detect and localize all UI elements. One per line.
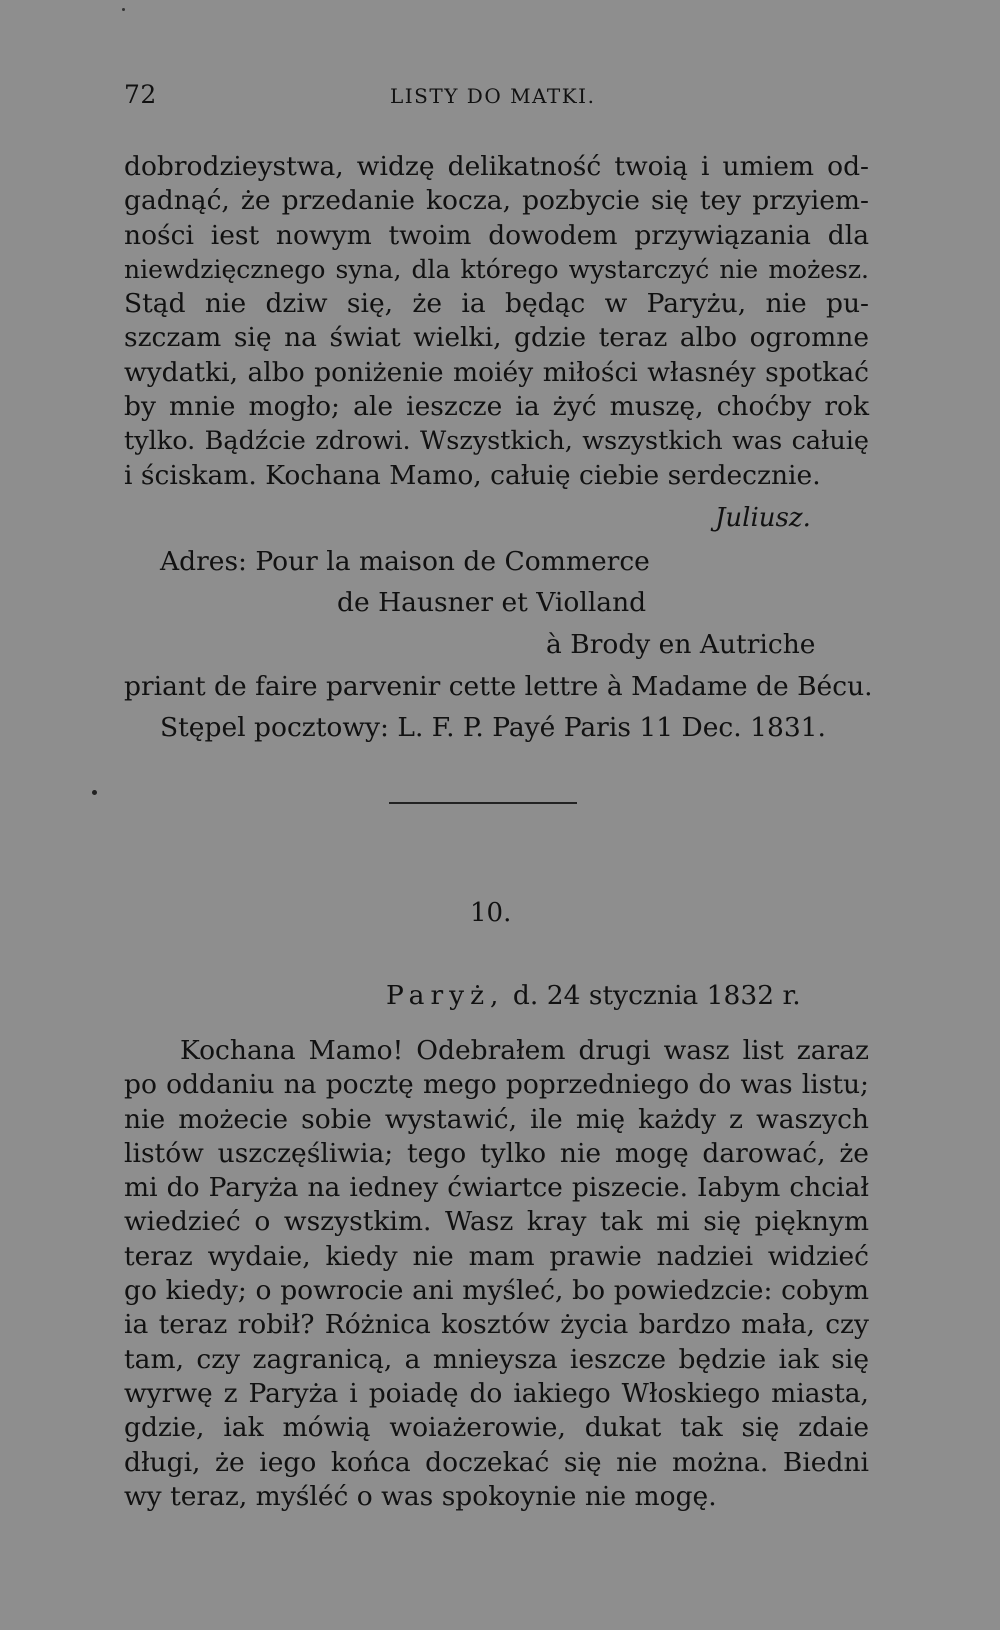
text-line: ia teraz robił? Różnica kosztów życia bardzo mała, czy — [124, 1309, 869, 1341]
address-line: Adres: Pour la maison de Commerce — [160, 546, 650, 577]
text-line: nie możecie sobie wystawić, ile mię każdy z waszych — [124, 1103, 869, 1135]
text-line: i ściskam. Kochana Mamo, całuię ciebie serdecznie. — [124, 459, 821, 491]
dateline — [386, 980, 801, 1011]
page-number: 72 — [124, 80, 157, 109]
letter-10-body — [124, 1034, 869, 1514]
text-line: Kochana Mamo! Odebrałem drugi wasz list zaraz — [180, 1035, 869, 1066]
text-line: Stąd nie dziw się, że ia będąc w Paryżu, nie pu- — [124, 288, 869, 320]
text-line: ności iest nowym twoim dowodem przywiązania dla — [124, 219, 869, 251]
text-line: mi do Paryża na iedney ćwiartce piszecie. Iabym chciał — [124, 1172, 869, 1204]
letter-9-closing-paragraph — [124, 150, 869, 493]
text-line: wyrwę z Paryża i poiadę do iakiego Włoskiego miasta, — [124, 1377, 869, 1409]
text-line: listów uszczęśliwia; tego tylko nie mogę darować, że — [124, 1137, 869, 1169]
text-line: teraz wydaie, kiedy nie mam prawie nadziei widzieć — [124, 1240, 869, 1272]
section-divider — [389, 802, 577, 804]
address-line: à Brody en Autriche — [546, 629, 816, 660]
dateline-place: Paryż, — [386, 980, 505, 1011]
address-line: de Hausner et Violland — [337, 587, 647, 618]
text-line: tylko. Bądźcie zdrowi. Wszystkich, wszystkich was całuię — [124, 426, 869, 457]
text-line: długi, że iego końca doczekać się nie można. Biedni — [124, 1446, 869, 1478]
text-line: wydatki, albo poniżenie moiéy miłości własnéy spotkać — [124, 356, 869, 388]
text-line: by mnie mogło; ale ieszcze ia żyć muszę, choćby rok — [124, 391, 869, 423]
text-line: wy teraz, myśléć o was spokoynie nie mogę. — [124, 1480, 717, 1512]
scan-speck — [122, 8, 125, 11]
text-line: niewdzięcznego syna, dla którego wystarczyć nie możesz. — [124, 254, 869, 284]
text-line: gadnąć, że przedanie kocza, pozbycie się tey przyiem- — [124, 185, 869, 217]
running-head: LISTY DO MATKI. — [390, 84, 596, 108]
text-line: wiedzieć o wszystkim. Wasz kray tak mi się pięknym — [124, 1206, 869, 1238]
address-line: priant de faire parvenir cette lettre à Madame de Bécu. — [124, 671, 873, 702]
text-line: szczam się na świat wielki, gdzie teraz albo ogromne — [124, 322, 869, 354]
page-header — [0, 76, 1000, 116]
scan-speck — [92, 790, 97, 795]
signature: Juliusz. — [715, 503, 811, 533]
letter-number: 10. — [470, 898, 512, 928]
text-line: tam, czy zagranicą, a mnieysza ieszcze będzie iak się — [124, 1343, 869, 1375]
postmark-line: Stępel pocztowy: L. F. P. Payé Paris 11 Dec. 1831. — [160, 712, 826, 743]
dateline-date: d. 24 stycznia 1832 r. — [512, 980, 801, 1011]
text-line: po oddaniu na pocztę mego poprzedniego do was listu; — [124, 1069, 869, 1101]
text-line: go kiedy; o powrocie ani myśleć, bo powiedzcie: cobym — [124, 1275, 869, 1307]
text-line: dobrodzieystwa, widzę delikatność twoią i umiem od- — [124, 151, 869, 182]
text-line: gdzie, iak mówią woiażerowie, dukat tak się zdaie — [124, 1412, 869, 1444]
